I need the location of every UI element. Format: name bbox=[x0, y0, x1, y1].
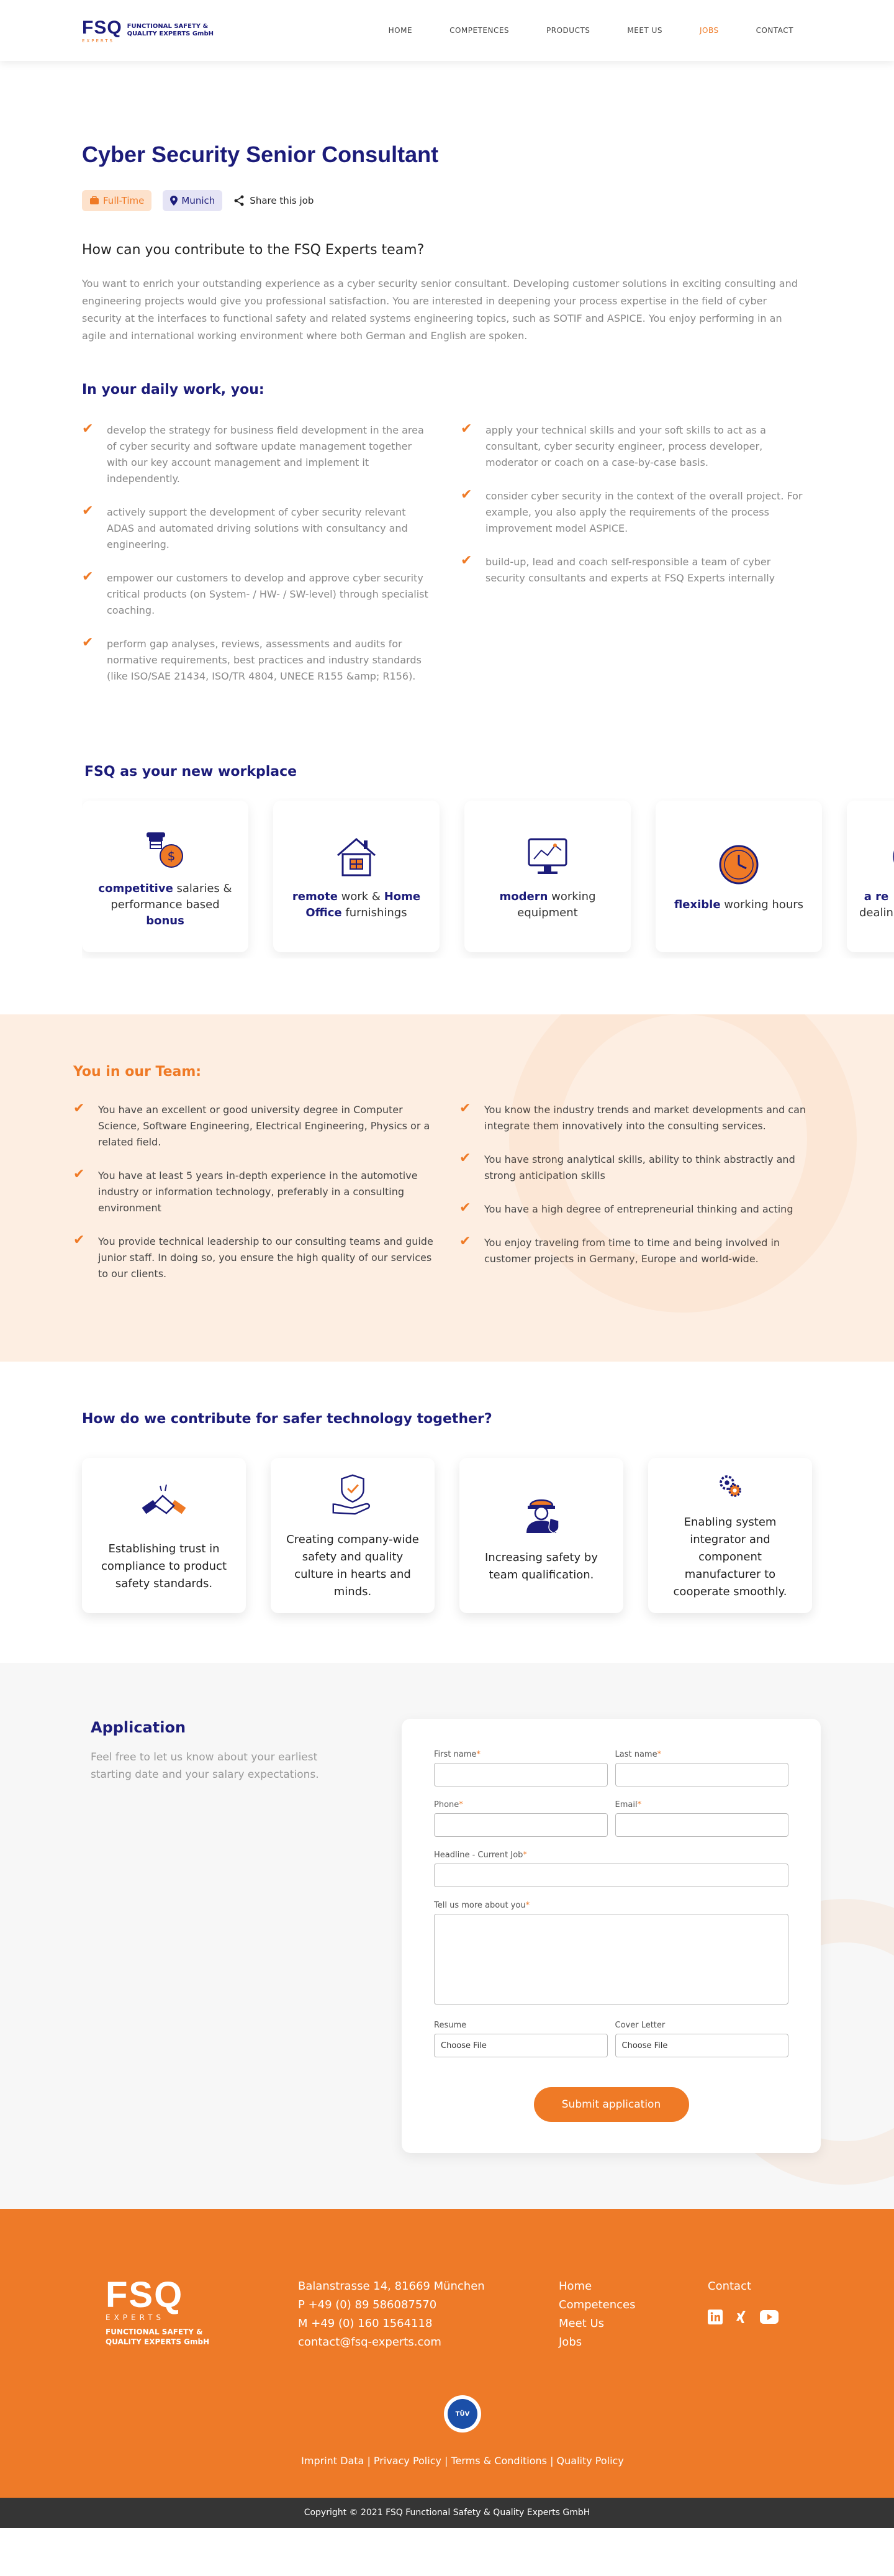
cover-letter-file-input[interactable] bbox=[615, 2034, 789, 2057]
check-icon: ✔ bbox=[82, 421, 94, 437]
footer-link-contact[interactable]: Contact bbox=[708, 2280, 752, 2293]
job-type-label: Full-Time bbox=[103, 195, 145, 206]
application-intro bbox=[91, 1719, 351, 2153]
benefit-text: modern working equipment bbox=[499, 890, 596, 919]
map-pin-icon bbox=[170, 196, 178, 206]
team-section bbox=[0, 1014, 894, 1362]
contribute-card bbox=[648, 1458, 812, 1613]
fsq-logo[interactable] bbox=[82, 17, 214, 43]
job-meta bbox=[82, 190, 812, 211]
tuv-certificate-badge bbox=[106, 2395, 820, 2433]
footer-logo-line1: FUNCTIONAL SAFETY & bbox=[106, 2328, 203, 2336]
job-intro: You want to enrich your outstanding experience as a cyber security senior consultant. Developing customer solutions in exciting consulting and engineering projects would give you professional satisfaction. You are interested in deepening your process expertise in the field of cyber security at the interfaces to functional safety and related systems engineering topics, such as SOTIF and ASPICE. You enjoy performing in an agile and international working environment where both German and English are spoken. bbox=[82, 278, 798, 342]
copyright-bar: Copyright © 2021 FSQ Functional Safety & Quality Experts GmbH bbox=[0, 2498, 894, 2528]
logo-line2: QUALITY EXPERTS GmbH bbox=[127, 30, 214, 37]
money-bag-icon bbox=[140, 824, 190, 873]
list-item-text: apply your technical skills and your soft skills to act as a consultant, cyber security engineer, process developer, moderator or coach on a case-by-case basis. bbox=[485, 424, 766, 468]
check-icon: ✔ bbox=[82, 569, 94, 585]
site-footer bbox=[0, 2209, 894, 2498]
list-item-text: perform gap analyses, reviews, assessments and audits for normative requirements, best practices and industry standards (like ISO/SAE 21434, ISO/TR 4804, UNECE R155 &amp; R156). bbox=[107, 638, 422, 682]
svg-text:$: $ bbox=[167, 849, 176, 863]
shield-hand-icon bbox=[328, 1470, 377, 1519]
choose-file-label: Choose File bbox=[441, 2041, 487, 2050]
check-icon: ✔ bbox=[461, 487, 472, 503]
contribute-section bbox=[0, 1362, 894, 1663]
headline-label: Headline - Current Job* bbox=[434, 1850, 527, 1860]
list-item bbox=[82, 570, 433, 619]
submit-application-button[interactable]: Submit application bbox=[534, 2087, 689, 2122]
workplace-section bbox=[0, 727, 894, 1014]
list-item-text: You provide technical leadership to our consulting teams and guide junior staff. In doing so, you ensure the high quality of our services to our clients. bbox=[98, 1236, 433, 1280]
footer-nav bbox=[559, 2277, 708, 2352]
linkedin-icon[interactable] bbox=[708, 2310, 723, 2324]
daily-work-list bbox=[82, 422, 812, 702]
first-name-label: First name* bbox=[434, 1750, 481, 1759]
list-item-text: actively support the development of cyber security relevant ADAS and automated driving solutions with consultancy and engineering. bbox=[107, 506, 408, 550]
share-job-button[interactable] bbox=[233, 195, 314, 206]
phone-field[interactable] bbox=[434, 1813, 608, 1837]
list-item bbox=[461, 488, 812, 537]
last-name-field[interactable] bbox=[615, 1763, 789, 1786]
list-item-text: You have an excellent or good university degree in Computer Science, Software Engineering, Electrical Engineering, Physics or a related field. bbox=[98, 1104, 430, 1148]
share-icon bbox=[233, 195, 245, 206]
daily-work-column-right bbox=[461, 422, 812, 702]
tuv-seal-icon bbox=[444, 2395, 481, 2433]
application-form bbox=[402, 1719, 821, 2153]
worker-icon bbox=[517, 1487, 566, 1537]
list-item-text: develop the strategy for business field development in the area of cyber security and software update management together with our key account management and implement it independently. bbox=[107, 424, 424, 485]
handshake-icon bbox=[139, 1478, 189, 1528]
briefcase-icon bbox=[89, 196, 99, 205]
nav-jobs[interactable]: JOBS bbox=[699, 26, 719, 35]
daily-work-title: In your daily work, you: bbox=[82, 382, 264, 398]
address-text: Balanstrasse 14, 81669 München bbox=[298, 2280, 485, 2293]
logo-line1: FUNCTIONAL SAFETY & bbox=[127, 23, 209, 30]
resume-file-input[interactable] bbox=[434, 2034, 608, 2057]
email-field[interactable] bbox=[615, 1813, 789, 1837]
job-title: Cyber Security Senior Consultant bbox=[82, 142, 439, 167]
contribute-text: Enabling system integrator and component manufacturer to cooperate smoothly. bbox=[673, 1516, 787, 1598]
application-title: Application bbox=[91, 1719, 186, 1736]
gears-icon bbox=[705, 1470, 755, 1501]
about-textarea[interactable] bbox=[434, 1914, 788, 2005]
footer-logo-mark: FSQ bbox=[106, 2275, 184, 2315]
check-icon: ✔ bbox=[82, 635, 94, 650]
footer-contact bbox=[708, 2277, 779, 2352]
list-item-text: empower our customers to develop and approve cyber security critical products (on System- / HW- / SW-level) through specialist coaching. bbox=[107, 572, 428, 616]
monitor-icon bbox=[523, 832, 572, 881]
footer-link-meet-us[interactable]: Meet Us bbox=[559, 2317, 605, 2330]
job-location-label: Munich bbox=[181, 195, 215, 206]
logo-experts-text: EXPERTS bbox=[82, 39, 114, 43]
job-location-badge bbox=[163, 190, 222, 211]
nav-competences[interactable]: COMPETENCES bbox=[449, 26, 510, 35]
team-title: You in our Team: bbox=[73, 1064, 202, 1080]
application-section bbox=[0, 1663, 894, 2209]
footer-logo-experts: EXPERTS bbox=[106, 2313, 165, 2322]
contribute-cards bbox=[82, 1458, 812, 1613]
list-item bbox=[461, 422, 812, 471]
contribute-card bbox=[459, 1458, 623, 1613]
tuv-seal-text: TÜV bbox=[448, 2399, 477, 2429]
nav-products[interactable]: PRODUCTS bbox=[546, 26, 590, 35]
footer-logo[interactable] bbox=[106, 2277, 298, 2352]
list-item bbox=[73, 1168, 435, 1216]
share-label: Share this job bbox=[250, 195, 314, 206]
partial-icon bbox=[859, 832, 894, 881]
footer-link-competences[interactable]: Competences bbox=[559, 2298, 636, 2311]
main-nav bbox=[370, 26, 812, 35]
list-item-text: You know the industry trends and market developments and can integrate them innovatively into the consulting services. bbox=[484, 1104, 806, 1132]
contribute-question: How can you contribute to the FSQ Experts team? bbox=[82, 242, 425, 258]
choose-file-label: Choose File bbox=[621, 2041, 668, 2050]
email-label: Email* bbox=[615, 1800, 642, 1809]
last-name-label: Last name* bbox=[615, 1750, 662, 1759]
phone-text[interactable]: P +49 (0) 89 586087570 bbox=[298, 2298, 437, 2311]
check-icon: ✔ bbox=[461, 421, 472, 437]
footer-link-jobs[interactable]: Jobs bbox=[559, 2336, 582, 2349]
email-link[interactable]: contact@fsq-experts.com bbox=[298, 2336, 441, 2349]
benefit-card bbox=[656, 801, 822, 952]
benefit-text: a re dealin bbox=[859, 890, 893, 919]
first-name-field[interactable] bbox=[434, 1763, 608, 1786]
contribute-card bbox=[82, 1458, 246, 1613]
contribute-card bbox=[271, 1458, 435, 1613]
benefit-text: flexible working hours bbox=[674, 898, 804, 911]
list-item bbox=[73, 1234, 435, 1282]
benefit-text: competitive salaries & performance based bonus bbox=[98, 882, 232, 927]
social-links bbox=[708, 2310, 779, 2324]
house-icon bbox=[332, 832, 381, 881]
nav-home[interactable]: HOME bbox=[388, 26, 413, 35]
nav-contact[interactable]: CONTACT bbox=[756, 26, 793, 35]
list-item bbox=[82, 636, 433, 685]
benefit-card bbox=[847, 801, 894, 952]
list-item-text: consider cyber security in the context of the overall project. For example, you also apply the requirements of the process improvement model ASPICE. bbox=[485, 490, 803, 534]
contribute-text: Increasing safety by team qualification. bbox=[485, 1551, 598, 1582]
about-label: Tell us more about you* bbox=[434, 1901, 530, 1910]
list-item-text: You have a high degree of entrepreneurial thinking and acting bbox=[484, 1203, 793, 1215]
youtube-icon[interactable] bbox=[760, 2310, 779, 2324]
check-icon: ✔ bbox=[459, 1234, 471, 1249]
team-column-left bbox=[73, 1102, 435, 1299]
daily-work-column-left bbox=[82, 422, 433, 702]
check-icon: ✔ bbox=[73, 1101, 85, 1116]
nav-meet-us[interactable]: MEET US bbox=[627, 26, 662, 35]
check-icon: ✔ bbox=[73, 1232, 85, 1248]
phone-label: Phone* bbox=[434, 1800, 463, 1809]
contribute-text: Creating company-wide safety and quality culture in hearts and minds. bbox=[286, 1533, 419, 1598]
logo-mark: FSQ bbox=[82, 17, 122, 38]
check-icon: ✔ bbox=[459, 1101, 471, 1116]
list-item bbox=[73, 1102, 435, 1150]
benefit-text: remote work & Home Office furnishings bbox=[292, 890, 421, 919]
check-icon: ✔ bbox=[459, 1150, 471, 1166]
list-item-text: You enjoy traveling from time to time and being involved in customer projects in Germany, Europe and world-wide. bbox=[484, 1237, 780, 1265]
legal-links[interactable]: Imprint Data | Privacy Policy | Terms & Conditions | Quality Policy bbox=[301, 2455, 624, 2467]
xing-icon[interactable] bbox=[734, 2310, 749, 2324]
application-text: Feel free to let us know about your earliest starting date and your salary expectations. bbox=[91, 1751, 319, 1781]
job-section bbox=[0, 61, 894, 727]
list-item bbox=[461, 554, 812, 586]
check-icon: ✔ bbox=[73, 1167, 85, 1182]
list-item bbox=[82, 504, 433, 553]
contribute-text: Establishing trust in compliance to product safety standards. bbox=[101, 1542, 227, 1590]
list-item-text: You have at least 5 years in-depth experience in the automotive industry or information technology, preferably in a consulting environment bbox=[98, 1170, 418, 1214]
check-icon: ✔ bbox=[82, 503, 94, 519]
site-header bbox=[0, 0, 894, 61]
benefit-card bbox=[273, 801, 440, 952]
clock-icon bbox=[714, 840, 764, 890]
check-icon: ✔ bbox=[461, 553, 472, 568]
contribute-title: How do we contribute for safer technology together? bbox=[82, 1411, 492, 1427]
job-type-badge bbox=[82, 190, 151, 211]
check-icon: ✔ bbox=[459, 1200, 471, 1216]
resume-label: Resume bbox=[434, 2021, 467, 2030]
workplace-carousel[interactable] bbox=[82, 798, 894, 958]
headline-field[interactable] bbox=[434, 1864, 788, 1887]
footer-logo-line2: QUALITY EXPERTS GmbH bbox=[106, 2337, 210, 2346]
cover-letter-label: Cover Letter bbox=[615, 2021, 666, 2030]
list-item-text: You have strong analytical skills, ability to think abstractly and strong anticipation skills bbox=[484, 1154, 795, 1181]
benefit-card bbox=[464, 801, 631, 952]
footer-link-home[interactable]: Home bbox=[559, 2280, 592, 2293]
list-item bbox=[82, 422, 433, 487]
list-item-text: build-up, lead and coach self-responsible a team of cyber security consultants and experts at FSQ Experts internally bbox=[485, 556, 775, 584]
mobile-text[interactable]: M +49 (0) 160 1564118 bbox=[298, 2317, 433, 2330]
benefit-card bbox=[82, 801, 248, 952]
footer-address bbox=[298, 2277, 559, 2352]
workplace-title: FSQ as your new workplace bbox=[84, 764, 297, 780]
